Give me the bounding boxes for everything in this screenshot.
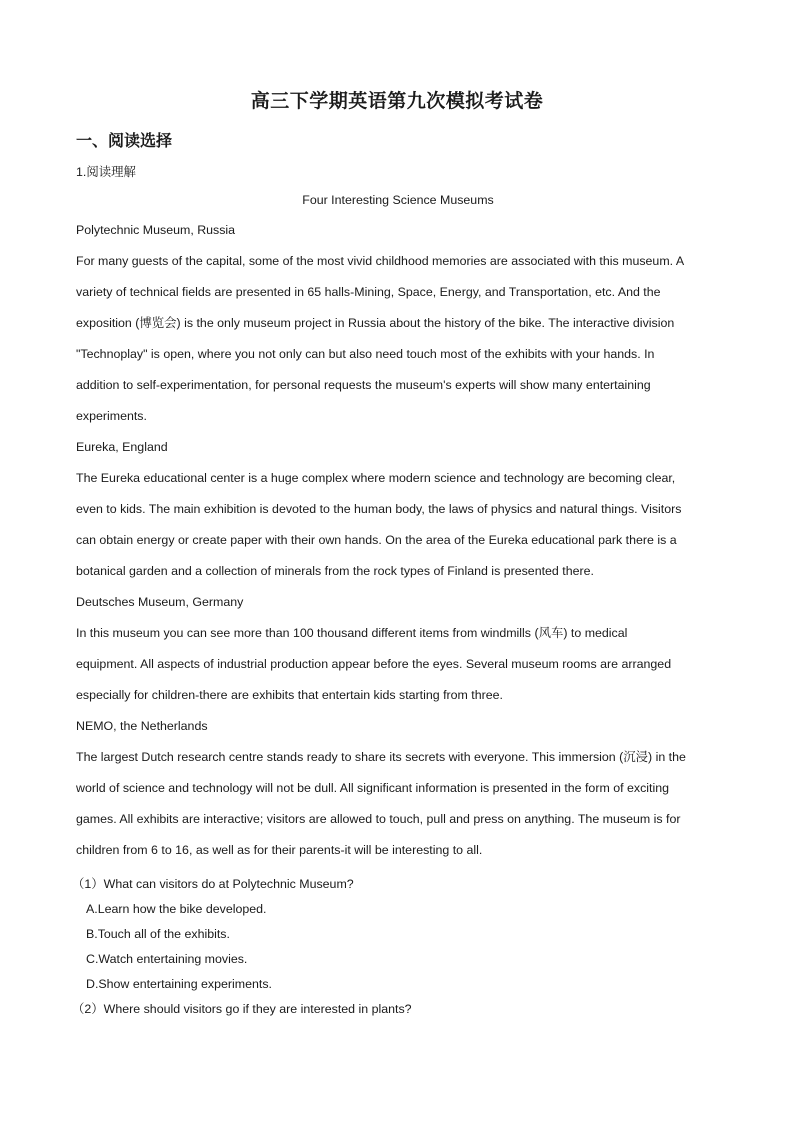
question-label: 1.阅读理解 [76, 165, 136, 179]
paragraph-line: world of science and technology will not be dull. All significant information is presented in the form of exciting [76, 781, 670, 795]
paragraph-line: children from 6 to 16, as well as for their parents-it will be interesting to all. [76, 843, 483, 857]
museum-section [76, 587, 720, 711]
paragraph-line: can obtain energy or create paper with their own hands. On the area of the Eureka educational park there is a [76, 533, 677, 547]
question-2: （2）Where should visitors go if they are interested in plants? [72, 1002, 412, 1016]
paragraph-line: In this museum you can see more than 100 thousand different items from windmills (风车) to medical [76, 626, 628, 640]
museum-name: Polytechnic Museum, Russia [76, 223, 236, 237]
passage-title: Four Interesting Science Museums [302, 193, 494, 207]
paragraph-line: especially for children-there are exhibits that entertain kids starting from three. [76, 688, 503, 702]
paragraph-line: botanical garden and a collection of minerals from the rock types of Finland is presented there. [76, 564, 594, 578]
paragraph-line: The Eureka educational center is a huge complex where modern science and technology are becoming clear, [76, 471, 676, 485]
museum-section [76, 215, 720, 432]
reading-content [72, 160, 720, 1022]
paragraph-line: games. All exhibits are interactive; visitors are allowed to touch, pull and press on anything. The museum is for [76, 812, 681, 826]
section-heading: 一、阅读选择 [76, 131, 173, 150]
paragraph-line: exposition (博览会) is the only museum project in Russia about the history of the bike. The interactive division [76, 316, 675, 330]
paragraph-line: The largest Dutch research centre stands ready to share its secrets with everyone. This immersion (沉浸) in the [76, 750, 686, 764]
option-a: A.Learn how the bike developed. [86, 902, 267, 916]
exam-title: 高三下学期英语第九次模拟考试卷 [250, 90, 544, 112]
option-b: B.Touch all of the exhibits. [86, 927, 230, 941]
paragraph-line: "Technoplay" is open, where you not only can but also need touch most of the exhibits with your hands. In [76, 347, 655, 361]
museum-name: Eureka, England [76, 440, 168, 454]
questions [72, 872, 720, 1022]
museum-name: NEMO, the Netherlands [76, 719, 208, 733]
museum-section [76, 432, 720, 587]
paragraph-line: For many guests of the capital, some of the most vivid childhood memories are associated with this museum. A [76, 254, 685, 268]
paragraph-line: addition to self-experimentation, for personal requests the museum's experts will show many entertaining [76, 378, 651, 392]
paragraph-line: experiments. [76, 409, 147, 423]
paragraph-line: even to kids. The main exhibition is devoted to the human body, the laws of physics and natural things. Visitors [76, 502, 682, 516]
paragraph-line: variety of technical fields are presented in 65 halls-Mining, Space, Energy, and Transportation, etc. And the [76, 285, 661, 299]
option-d: D.Show entertaining experiments. [86, 977, 272, 991]
paragraph-line: equipment. All aspects of industrial production appear before the eyes. Several museum rooms are arranged [76, 657, 672, 671]
museum-name: Deutsches Museum, Germany [76, 595, 244, 609]
option-c: C.Watch entertaining movies. [86, 952, 248, 966]
question-1: （1）What can visitors do at Polytechnic Museum? [72, 877, 354, 891]
museum-section [76, 711, 720, 866]
